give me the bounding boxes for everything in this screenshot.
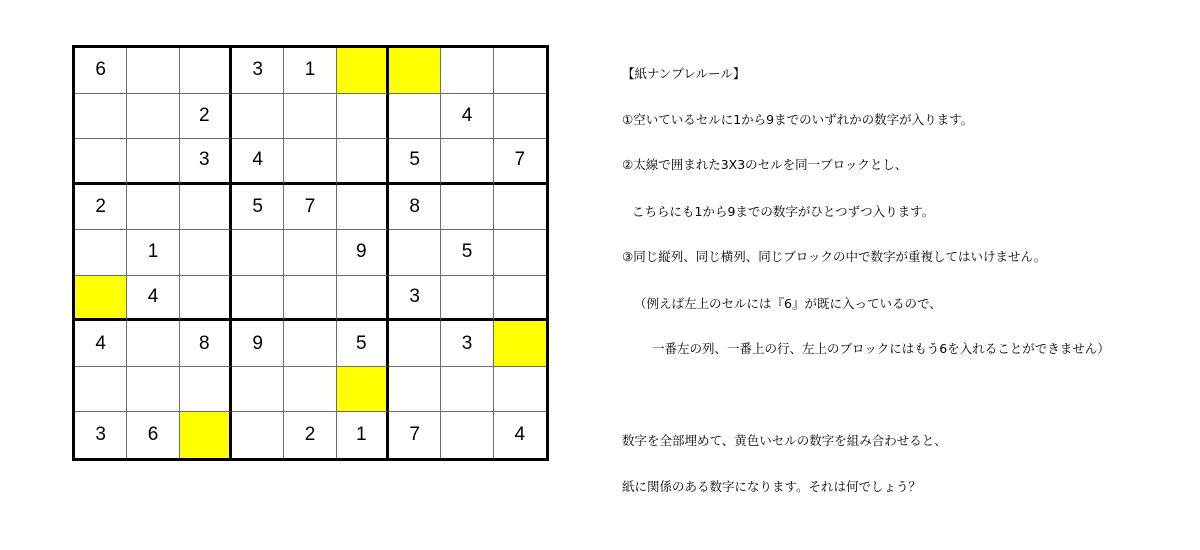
sudoku-cell[interactable] (494, 276, 546, 322)
sudoku-cell[interactable] (127, 48, 179, 94)
sudoku-cell[interactable] (180, 230, 232, 276)
sudoku-cell[interactable] (337, 139, 389, 185)
sudoku-cell[interactable]: 7 (494, 139, 546, 185)
rule-line-1: ①空いているセルに1から9までのいずれかの数字が入ります。 (622, 112, 974, 127)
sudoku-cell[interactable] (494, 94, 546, 140)
sudoku-cell[interactable] (284, 276, 336, 322)
sudoku-cell[interactable]: 8 (180, 321, 232, 367)
sudoku-cell[interactable] (127, 185, 179, 231)
sudoku-cell[interactable]: 5 (441, 230, 493, 276)
sudoku-cell[interactable] (441, 412, 493, 458)
rule-line-2: ②太線で囲まれた3X3のセルを同一ブロックとし、 (622, 157, 908, 172)
sudoku-cell[interactable]: 8 (389, 185, 441, 231)
sudoku-cell[interactable]: 5 (232, 185, 284, 231)
sudoku-cell[interactable] (232, 94, 284, 140)
sudoku-cell[interactable] (284, 321, 336, 367)
highlighted-cell[interactable] (389, 48, 441, 94)
sudoku-cell[interactable] (127, 367, 179, 413)
sudoku-cell[interactable] (232, 276, 284, 322)
sudoku-cell[interactable]: 4 (75, 321, 127, 367)
sudoku-cell[interactable] (337, 276, 389, 322)
sudoku-cell[interactable] (75, 139, 127, 185)
highlighted-cell[interactable] (337, 48, 389, 94)
sudoku-cell[interactable]: 4 (127, 276, 179, 322)
sudoku-cell[interactable] (441, 276, 493, 322)
sudoku-cell[interactable] (494, 185, 546, 231)
rule-line-4: ③同じ縦列、同じ横列、同じブロックの中で数字が重複してはいけません。 (622, 249, 1047, 264)
sudoku-cell[interactable]: 6 (75, 48, 127, 94)
rule-line-6: 一番左の列、一番上の行、左上のブロックにはもう6を入れることができません） (652, 341, 1110, 356)
sudoku-cell[interactable]: 2 (180, 94, 232, 140)
sudoku-cell[interactable]: 4 (232, 139, 284, 185)
sudoku-cell[interactable] (441, 48, 493, 94)
sudoku-cell[interactable]: 6 (127, 412, 179, 458)
sudoku-cell[interactable]: 9 (232, 321, 284, 367)
sudoku-cell[interactable]: 7 (389, 412, 441, 458)
sudoku-cell[interactable] (441, 185, 493, 231)
sudoku-cell[interactable] (75, 230, 127, 276)
sudoku-cell[interactable]: 3 (389, 276, 441, 322)
question-line-1: 数字を全部埋めて、黄色いセルの数字を組み合わせると、 (622, 433, 947, 448)
sudoku-cell[interactable] (284, 94, 336, 140)
sudoku-cell[interactable] (441, 367, 493, 413)
sudoku-cell[interactable] (232, 367, 284, 413)
sudoku-cell[interactable] (127, 94, 179, 140)
highlighted-cell[interactable] (180, 412, 232, 458)
sudoku-cell[interactable] (284, 139, 336, 185)
sudoku-cell[interactable]: 5 (389, 139, 441, 185)
sudoku-cell[interactable] (180, 185, 232, 231)
sudoku-cell[interactable] (389, 230, 441, 276)
sudoku-cell[interactable] (180, 48, 232, 94)
sudoku-cell[interactable] (284, 230, 336, 276)
highlighted-cell[interactable] (75, 276, 127, 322)
sudoku-cell[interactable] (127, 321, 179, 367)
sudoku-grid (72, 45, 549, 461)
sudoku-cell[interactable] (284, 367, 336, 413)
sudoku-cell[interactable]: 1 (127, 230, 179, 276)
sudoku-cell[interactable] (494, 367, 546, 413)
sudoku-cell[interactable] (494, 48, 546, 94)
sudoku-cell[interactable] (441, 139, 493, 185)
sudoku-cell[interactable] (75, 94, 127, 140)
sudoku-cell[interactable]: 7 (284, 185, 336, 231)
sudoku-cell[interactable] (389, 94, 441, 140)
sudoku-cell[interactable] (337, 185, 389, 231)
sudoku-cell[interactable] (75, 367, 127, 413)
sudoku-cell[interactable] (232, 412, 284, 458)
sudoku-cell[interactable] (232, 230, 284, 276)
highlighted-cell[interactable] (337, 367, 389, 413)
sudoku-cell[interactable]: 3 (180, 139, 232, 185)
sudoku-cell[interactable] (180, 276, 232, 322)
sudoku-cell[interactable]: 4 (441, 94, 493, 140)
sudoku-cell[interactable]: 3 (441, 321, 493, 367)
sudoku-cell[interactable]: 4 (494, 412, 546, 458)
sudoku-cell[interactable]: 1 (284, 48, 336, 94)
sudoku-cell[interactable] (180, 367, 232, 413)
sudoku-cell[interactable]: 5 (337, 321, 389, 367)
highlighted-cell[interactable] (494, 321, 546, 367)
sudoku-cell[interactable] (389, 367, 441, 413)
rules-title: 【紙ナンプレルール】 (622, 66, 746, 81)
sudoku-cell[interactable] (337, 94, 389, 140)
sudoku-cell[interactable]: 3 (75, 412, 127, 458)
sudoku-cell[interactable]: 2 (75, 185, 127, 231)
rule-line-5: （例えば左上のセルには『6』が既に入っているので、 (634, 296, 942, 311)
sudoku-cell[interactable]: 3 (232, 48, 284, 94)
sudoku-cell[interactable] (389, 321, 441, 367)
rule-line-3: こちらにも1から9までの数字がひとつずつ入ります。 (632, 204, 935, 219)
question-line-2: 紙に関係のある数字になります。それは何でしょう？ (622, 479, 922, 494)
sudoku-cell[interactable] (127, 139, 179, 185)
sudoku-cell[interactable]: 1 (337, 412, 389, 458)
sudoku-cell[interactable]: 2 (284, 412, 336, 458)
sudoku-cell[interactable] (494, 230, 546, 276)
sudoku-cell[interactable]: 9 (337, 230, 389, 276)
